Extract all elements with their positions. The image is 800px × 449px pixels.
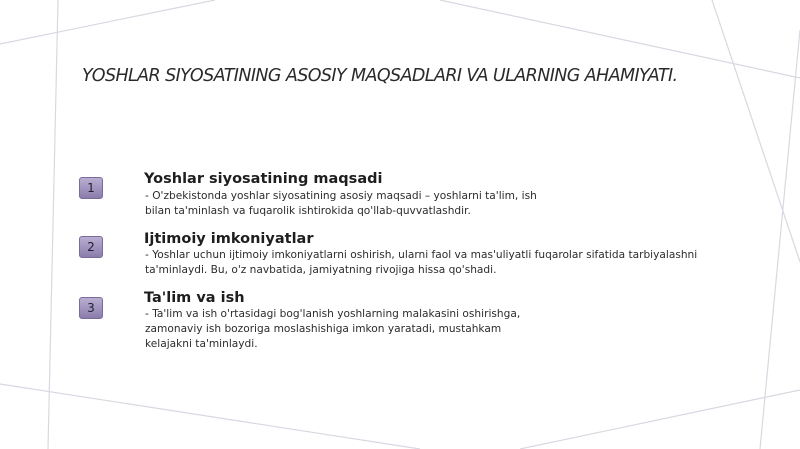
slide-title: YOSHLAR SIYOSATINING ASOSIY MAQSADLARI VA ULARNING AHAMIYATI. (82, 66, 678, 86)
item-title: Yoshlar siyosatining maqsadi (144, 171, 383, 187)
item-description: - Yoshlar uchun ijtimoiy imkoniyatlarni oshirish, ularni faol va mas'uliyatli fuqarolar sifatida tarbiyalashni ta'minlaydi. Bu, o'z navbatida, jamiyatning rivojiga hissa qo'shadi. (145, 249, 698, 276)
item-description: - O'zbekistonda yoshlar siyosatining asosiy maqsadi – yoshlarni ta'lim, ish bilan ta'minlash va fuqarolik ishtirokida qo'llab-quvvatlashdir. (145, 190, 537, 217)
item-description: - Ta'lim va ish o'rtasidagi bog'lanish yoshlarning malakasini oshirishga, zamonaviy ish bozoriga moslashishiga imkon yaratadi, mustahkam kelajakni ta'minlaydi. (145, 308, 521, 350)
item-title: Ta'lim va ish (144, 290, 245, 306)
item-title: Ijtimoiy imkoniyatlar (144, 231, 314, 247)
item-number-badge: 2 (79, 236, 103, 258)
item-number-badge: 3 (79, 297, 103, 319)
item-number-badge: 1 (79, 177, 103, 199)
